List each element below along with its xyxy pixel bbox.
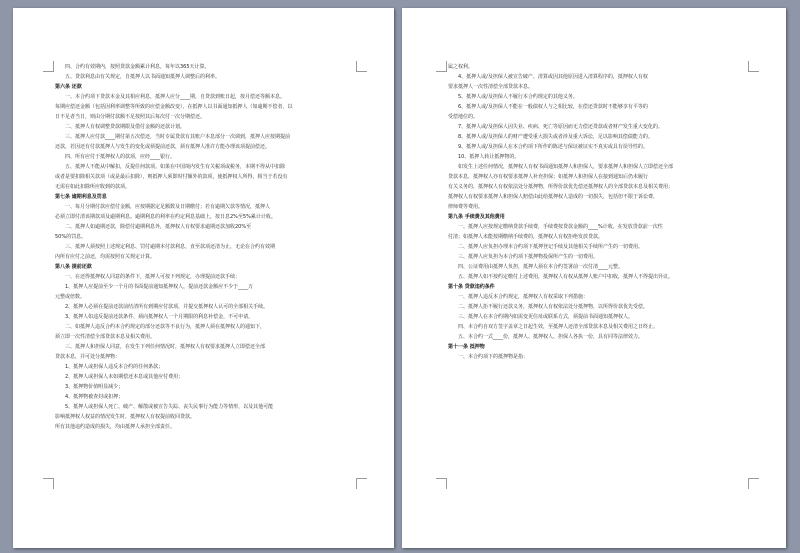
text-line: 每期应偿还金额（包括因利率调整等所致的应偿金额改变），在抵押人以书面通知抵押人（如逾期不偿者，以 [55, 104, 293, 110]
text-line: 无需在如此扣除所应收到的款项。 [55, 184, 131, 190]
text-line: 影响抵押权人权益的情况发生时，抵押权人有权提前收回贷款。 [55, 414, 196, 420]
text-line: 一、抵押人违反本合约规定，抵押权人有权采取下列措施： [458, 294, 589, 300]
text-line: 贷款本息，并可处分抵押物： [55, 354, 121, 360]
text-line: 还款，若因还有付款抵押人与发生的变化或须提前还款，须有抵押人准许方能办理该项提前偿还。 [55, 144, 271, 150]
document-page-right [402, 8, 786, 548]
text-line: 3、抵押人如违反提前还款条件，须向抵押权人一个月期限的利息补偿金，不可申请。 [65, 314, 254, 320]
crop-mark-bottom-left [436, 478, 447, 489]
section-heading: 第八条 提前还款 [55, 264, 92, 270]
text-line: 1、抵押人应提前至少一个月的书面提前通知抵押权人，提前还款金额应不少于____万 [65, 284, 254, 290]
text-line: 三、抵押人须按照上述规定利息、罚付逾期本付款利息，直至款项还清为止，无论在合约有效期 [65, 244, 276, 250]
text-line: 1、抵押人或担保人违反本合约的任何条款； [65, 364, 164, 370]
section-heading: 第十条 贷款违约条件 [448, 284, 495, 290]
text-line: 2、抵押人或担保人未如期偿还本息或其他应付费用； [65, 374, 184, 380]
text-line: 或者是要扣除相关款项（或是最后扣除），则抵押人须即时付额外的款项，使抵押权人所得，相当于若没有 [55, 174, 288, 180]
text-line: 属之权利。 [448, 64, 474, 70]
text-line: 三、抵押人和担保人同意，在发生下列任何情况时，抵押权人有权要求抵押人立即偿还全部 [65, 344, 266, 350]
text-line: 内所有应付之前还，均需按照有关规定计算。 [55, 254, 156, 260]
text-line: 贷款本息，抵押权人亦有权要求抵押人补充担保；如抵押人和担保人在接到通知后仍未履行 [448, 174, 649, 180]
text-line: 四、所有应付于抵押权人的款项，应经____银行。 [65, 154, 176, 160]
text-line: 3、抵押物价值明显减少； [65, 384, 124, 390]
section-heading: 第七条 逾期利息及罚息 [55, 194, 107, 200]
text-line: 10、抵押人转让抵押物的。 [458, 154, 520, 160]
crop-mark-bottom-right [356, 478, 367, 489]
text-line: 三、抵押人在本合约期内如需变更住址或联系方式，须提前书面通知抵押权人。 [458, 314, 634, 320]
document-page-left [13, 8, 394, 548]
text-line: 二、抵押人拒不履行还款义务，抵押权人有权依法处分抵押物，以所得价款优先受偿。 [458, 304, 649, 310]
text-line: 四、公证费用由抵押人负担，抵押人须在本合约签署前一次付清____元整。 [458, 264, 624, 270]
text-line: 受偿地位的。 [448, 114, 479, 120]
text-line: 9、抵押人或/及担保人在本合约项下所作的陈述与保证被证实不真实或具有误导性的。 [458, 144, 648, 150]
page-body [448, 62, 750, 362]
text-line: 抵押权人有权要求抵押人和担保人赔偿由此给抵押权人造成的一切损失，包括但不限于诉讼费、 [448, 194, 659, 200]
text-line: 有关义务的，抵押权人有权依法处分抵押物，所得价款优先偿还抵押权人的全部贷款本息及相关费用； [448, 184, 674, 190]
text-line: 一、本合约项下贷款本金及其相应利息，抵押人应分____期，自贷款到账日起，按月偿还等额本息。 [65, 94, 286, 100]
text-line: 三、抵押人应付款____期付第五次偿还，当时专属贷款有其账户本息部分一次调到，抵押人应按期提前 [65, 134, 291, 140]
text-line: 律师费等费用。 [448, 204, 484, 210]
page-body [55, 62, 355, 432]
text-line: 二、如抵押人违反合约本合约规定的部分还款等不良行为，抵押人须在抵押权人的通知下， [65, 324, 266, 330]
text-line: 2、抵押人必须在提前还款前结清所有到期应付款项，并提交抵押权人认可的全部相关手续。 [65, 304, 269, 310]
text-line: 付清；如抵押人未能按期缴纳手续费的，抵押权人有权拒绝发放贷款。 [448, 234, 604, 240]
text-line: 二、抵押人应负担办理本合约项下抵押登记手续及其他相关手续所产生的一切费用。 [458, 244, 644, 250]
section-heading: 第九条 手续费及其他费用 [448, 214, 505, 220]
crop-mark-top-right [356, 61, 367, 72]
text-line: 四、本合约自双方签字盖章之日起生效，至抵押人还清全部贷款本息及相关费用之日终止。 [458, 324, 659, 330]
text-line: 三、抵押人应负担为本合约项下抵押物投保所产生的一切费用。 [458, 254, 599, 260]
section-heading: 第六条 还款 [55, 84, 82, 90]
text-line: 50%的罚息。 [55, 234, 87, 240]
text-line: 5、抵押人或担保人死亡、破产、解散或被宣告失踪、丧失民事行为能力等情形，以及其他可能 [65, 404, 274, 410]
crop-mark-bottom-left [43, 478, 54, 489]
text-line: 必须立即付清该期款项及逾期利息。逾期利息的利率在约定利息基础上，按日息2%至5%累计计收。 [55, 214, 276, 220]
crop-mark-top-left [436, 61, 447, 72]
text-line: 如发生上述任何情况，抵押权人有权书面通知抵押人和担保人，要求抵押人和担保人立即偿还全部 [458, 164, 674, 170]
crop-mark-top-left [43, 61, 54, 72]
text-line: 要求抵押人一次性清偿全部贷款本息。 [448, 84, 534, 90]
crop-mark-bottom-right [748, 478, 759, 489]
text-line: 日不足者当日，则由分期付款额不足按照其后每次付一次分期偿还。 [55, 114, 206, 120]
text-line: 四、合约有效期内，按照贷款金额累计利息，每年以365天计算。 [65, 64, 210, 70]
text-line: 五、本合约一式____份，抵押人、抵押权人、担保人各执一份，具有同等法律效力。 [458, 334, 644, 340]
text-line: 须立即一次性清偿全部贷款本息及相关费用。 [55, 334, 156, 340]
text-line: 五、贷款利息由有关规定，自抵押人以书面通知抵押人调整后的利率。 [65, 74, 221, 80]
text-line: 一、在还得抵押权人同意的条件下，抵押人可按下列规定，办理提前还款手续： [65, 274, 241, 280]
text-line: 5、抵押人或/及担保人不履行本合约规定的其他义务。 [458, 94, 578, 100]
text-line: 一、本合约项下的抵押物是指： [458, 354, 529, 360]
text-line: 五、抵押人如不按约定缴付上述费用，抵押权人有权从抵押人账户中扣收，抵押人不得提出异议。 [458, 274, 674, 280]
text-line: 4、抵押物被查封或扣押； [65, 394, 124, 400]
text-line: 8、抵押人或/及担保人的财产遭受重大损失或者涉及重大诉讼，足以影响其偿债能力的。 [458, 134, 653, 140]
text-line: 一、抵押人应按规定缴纳贷款手续费，手续费按贷款金额的____%计收，在发放贷款前一次性 [458, 224, 663, 230]
section-heading: 第十一条 抵押物 [448, 344, 485, 350]
text-line: 6、抵押人或/及担保人不能在一般债权人与之相比较，在偿还贷款时不能够享有平等的 [458, 104, 648, 110]
text-line: 7、抵押人或/及担保人因失业、疾病、死亡等原因而无力偿还贷款或者财产发生重大变化的。 [458, 124, 663, 130]
text-line: 二、抵押人有权调整贷款期限及借付金额的还款计划。 [65, 124, 186, 130]
text-line: 二、抵押人如逾期还款，除偿付逾期利息外，抵押权人有权要求逾期还款加收20%至 [65, 224, 252, 230]
text-line: 五、抵押人不能从中解扣，反提任何款项。如果在中国境内发生有关税项或税务，本期不得从中扣除 [65, 164, 286, 170]
text-line: 一、每月分期付款应偿付金额，应按期据定足额数及日期缴付；若有逾期欠款等情况，抵押人 [65, 204, 271, 210]
text-line: 元整或倍数。 [55, 294, 86, 300]
text-line: 所有其他违约造成的损失，均由抵押人承担全部责任。 [55, 424, 176, 430]
text-line: 4、抵押人或/及担保人被宣告破产、清算或因其他原因进入清算程序的，抵押权人有权 [458, 74, 648, 80]
